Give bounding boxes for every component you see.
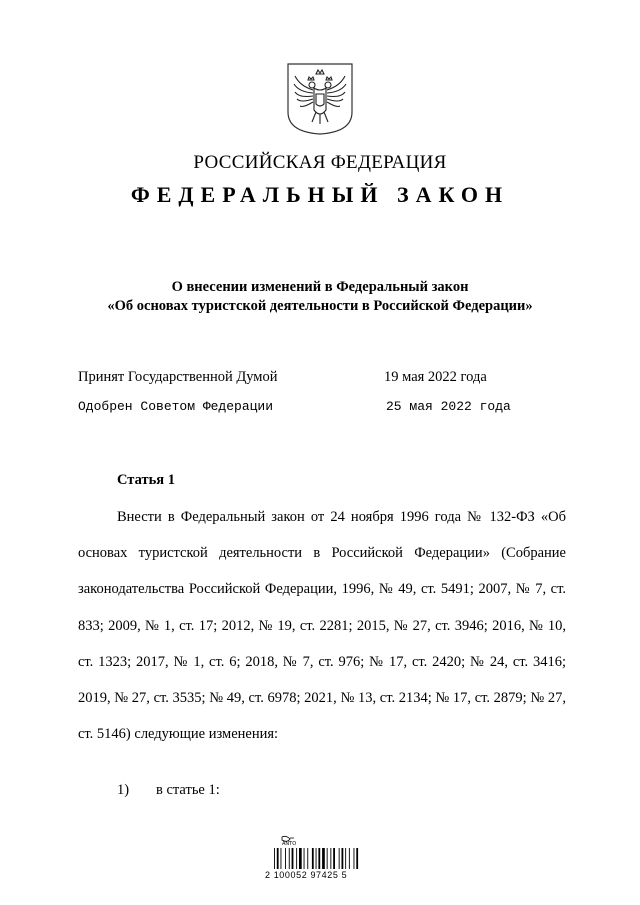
- list-item-text: в статье 1:: [156, 782, 220, 798]
- article-heading: Статья 1: [117, 472, 175, 488]
- law-title-line-2: «Об основах туристской деятельности в Российской Федерации»: [107, 298, 533, 314]
- svg-text:ANTO: ANTO: [282, 841, 297, 847]
- duma-adoption-date: 19 мая 2022 года: [384, 369, 487, 385]
- duma-adoption-label: Принят Государственной Думой: [78, 369, 278, 385]
- council-approval-date: 25 мая 2022 года: [386, 399, 511, 414]
- barcode-number: 2 100052 97425 5: [265, 870, 348, 880]
- document-type: ФЕДЕРАЛЬНЫЙ ЗАКОН: [130, 182, 510, 207]
- council-approval-label: Одобрен Советом Федерации: [78, 399, 274, 414]
- list-item-number: 1): [117, 782, 130, 798]
- coat-of-arms-emblem: [286, 62, 354, 136]
- law-title: [0, 278, 640, 316]
- country-name: РОССИЙСКАЯ ФЕДЕРАЦИЯ: [193, 152, 447, 173]
- law-title-line-1: О внесении изменений в Федеральный закон: [171, 279, 469, 295]
- article-paragraph: Внести в Федеральный закон от 24 ноября 1996 года № 132-ФЗ «Об основах туристской деятельности в Российской Федерации» (Собрание законодательства Российской Федерации, 1996, № 49, ст. 5491; 2007, № 7, ст. 833; 2009, № 1, ст. 17; 2012, № 19, ст. 2281; 2015, № 27, ст. 3946; 2016, № 10, ст. 1323; 2017, № 1, ст. 6; 2018, № 7, ст. 976; № 17, ст. 2420; № 24, ст. 3416; 2019, № 27, ст. 3535; № 49, ст. 6978; 2021, № 13, ст. 2134; № 17, ст. 2879; № 27, ст. 5146) следующие изменения:: [78, 509, 566, 743]
